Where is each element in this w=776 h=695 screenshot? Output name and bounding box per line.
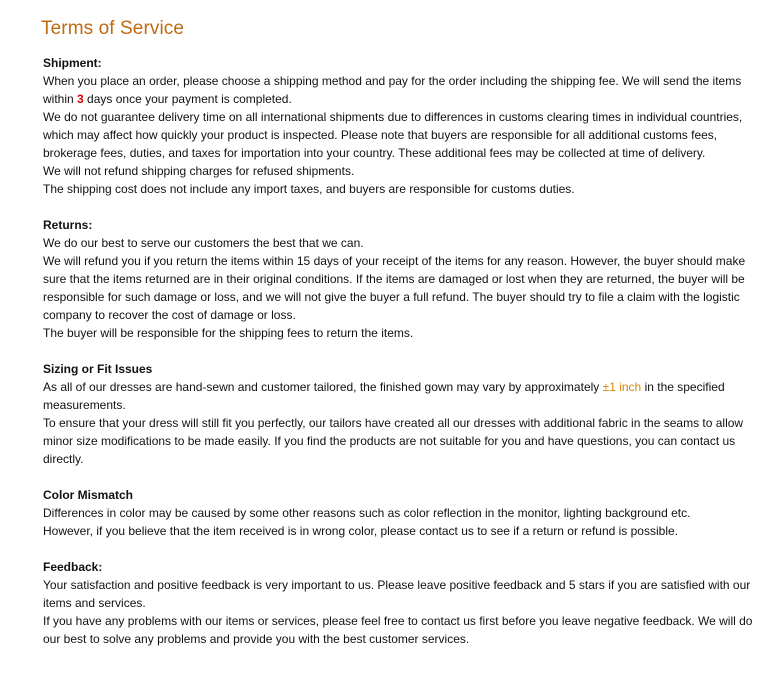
section-shipment — [43, 54, 763, 198]
section-heading-feedback: Feedback: — [43, 560, 103, 574]
section-sizing — [43, 360, 763, 468]
section-heading-shipment: Shipment: — [43, 56, 102, 70]
section-returns — [43, 216, 763, 342]
section-heading-returns: Returns: — [43, 218, 93, 232]
color-paragraph-1: Differences in color may be caused by some other reasons such as color reflection in the monitor, lighting background etc. — [43, 506, 691, 520]
section-heading-sizing: Sizing or Fit Issues — [43, 362, 153, 376]
section-heading-color-mismatch: Color Mismatch — [43, 488, 134, 502]
feedback-paragraph-1: Your satisfaction and positive feedback is very important to us. Please leave positive feedback and 5 stars if you are satisfied with our items and services. — [43, 578, 751, 610]
shipment-paragraph-3: We will not refund shipping charges for refused shipments. — [43, 164, 355, 178]
sizing-paragraph-2: To ensure that your dress will still fit you perfectly, our tailors have created all our dresses with additional fabric in the seams to allow minor size modifications to be made easily. If you find the products are not suitable for you and have questions, you can contact us directly. — [43, 416, 744, 466]
shipping-days-number: 3 — [77, 92, 84, 106]
size-tolerance-highlight: ±1 inch — [602, 380, 642, 394]
shipment-paragraph-4: The shipping cost does not include any import taxes, and buyers are responsible for customs duties. — [43, 182, 575, 196]
shipment-paragraph-2: We do not guarantee delivery time on all international shipments due to differences in customs clearing times in individual countries, which may affect how quickly your product is inspected. Please note that buyers are responsible for all additional customs fees, brokerage fees, duties, and taxes for importation into your country. These additional fees may be collected at time of delivery. — [43, 110, 743, 160]
shipment-paragraph-1 — [43, 72, 763, 108]
returns-paragraph-2: We will refund you if you return the items within 15 days of your receipt of the items for any reason. However, the buyer should make sure that the items returned are in their original conditions. If the items are damaged or lost when they are returned, the buyer will be responsible for such damage or loss, and we will not give the buyer a full refund. The buyer should try to file a claim with the logistic company to recover the cost of damage or loss. — [43, 254, 746, 322]
section-color-mismatch — [43, 486, 763, 540]
page-title: Terms of Service — [41, 18, 185, 39]
shipment-text-before-number: When you place an order, please choose a shipping method and pay for the order including the shipping fee. We will send the items within — [43, 74, 742, 106]
returns-paragraph-3: The buyer will be responsible for the shipping fees to return the items. — [43, 326, 414, 340]
section-feedback — [43, 558, 763, 648]
color-paragraph-2: However, if you believe that the item received is in wrong color, please contact us to see if a return or refund is possible. — [43, 524, 678, 538]
shipment-text-after-number: days once your payment is completed. — [83, 92, 292, 106]
sizing-text-after-highlight: in the specified measurements. — [43, 380, 725, 412]
sizing-paragraph-1 — [43, 378, 763, 414]
feedback-paragraph-2: If you have any problems with our items or services, please feel free to contact us first before you leave negative feedback. We will do our best to solve any problems and provide you with the best customer services. — [43, 614, 753, 646]
returns-paragraph-1: We do our best to serve our customers the best that we can. — [43, 236, 364, 250]
terms-of-service-page — [43, 16, 763, 666]
sizing-text-before-highlight: As all of our dresses are hand-sewn and customer tailored, the finished gown may vary by approximately — [43, 380, 603, 394]
